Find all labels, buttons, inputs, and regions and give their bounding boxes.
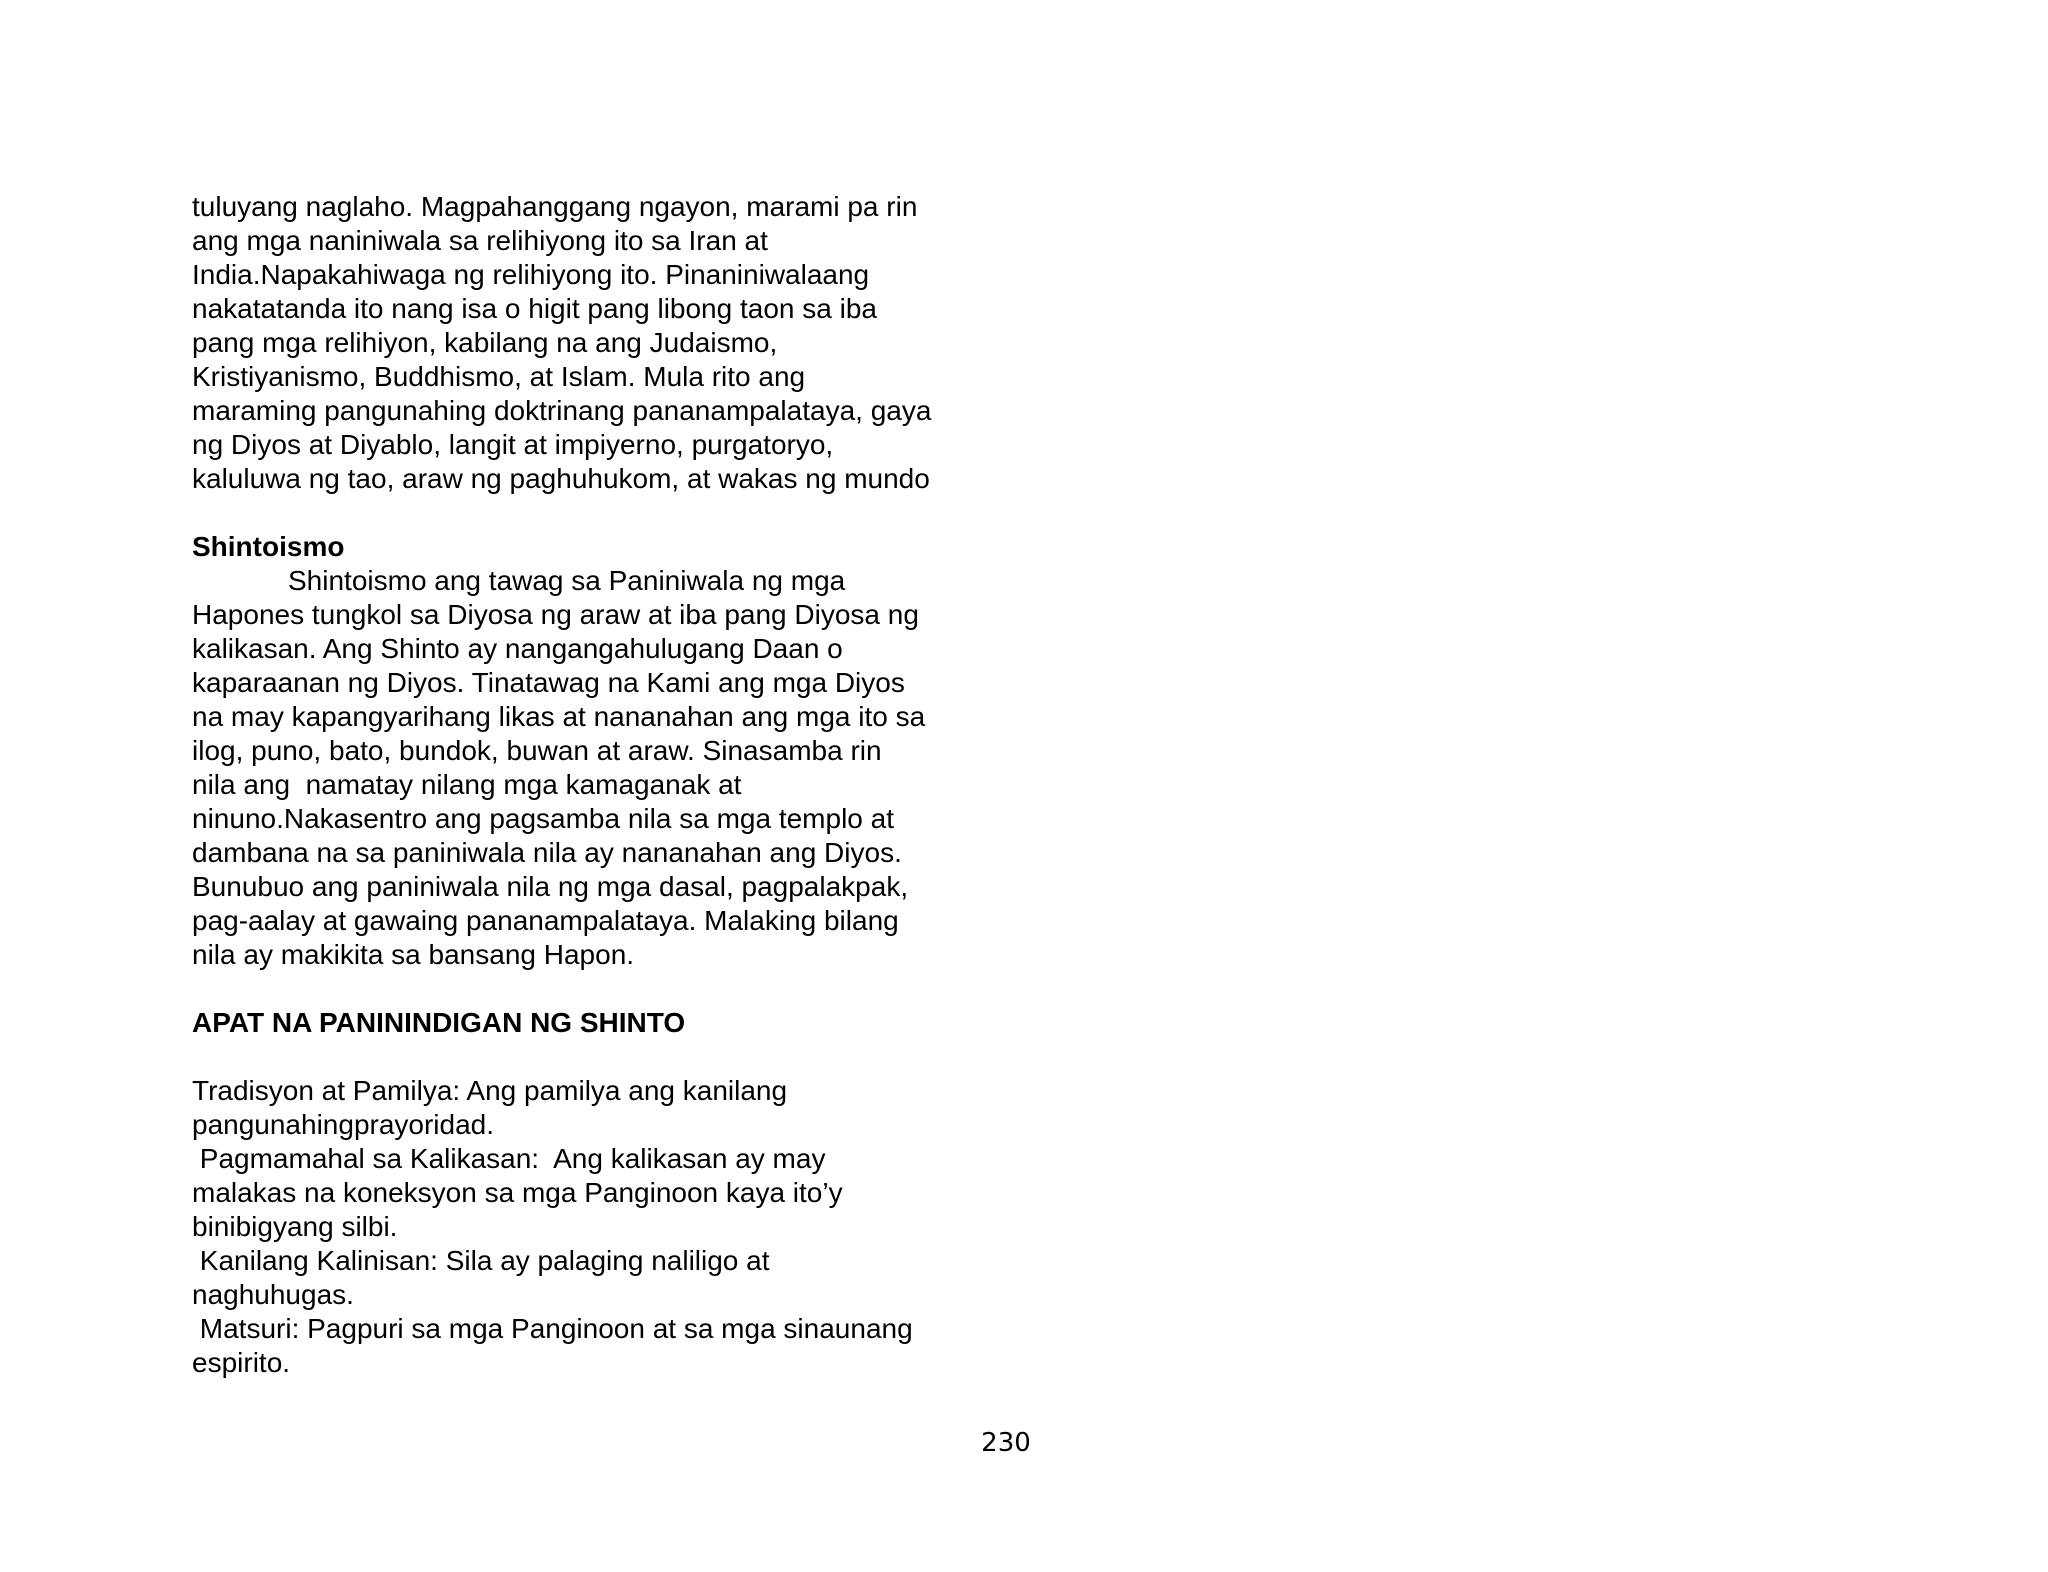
paragraph-line: ng Diyos at Diyablo, langit at impiyerno, purgatoryo, (192, 429, 834, 460)
list-line: Pagmamahal sa Kalikasan: Ang kalikasan ay may (192, 1143, 826, 1174)
paragraph-line: kaparaanan ng Diyos. Tinatawag na Kami ang mga Diyos (192, 667, 905, 698)
section-heading: Shintoismo (192, 531, 345, 562)
list-line: Kanilang Kalinisan: Sila ay palaging naliligo at (192, 1245, 770, 1276)
paragraph-line: pag-aalay at gawaing pananampalataya. Malaking bilang (192, 905, 899, 936)
page-number: 230 (981, 1428, 1031, 1458)
paragraph-line: tuluyang naglaho. Magpahanggang ngayon, marami pa rin (192, 191, 918, 222)
list-line: Matsuri: Pagpuri sa mga Panginoon at sa mga sinaunang (192, 1313, 913, 1344)
paragraph-line: pang mga relihiyon, kabilang na ang Judaismo, (192, 327, 778, 358)
shintoismo-section (192, 530, 1052, 972)
list-line: espirito. (192, 1347, 291, 1378)
section-heading: APAT NA PANININDIGAN NG SHINTO (192, 1007, 686, 1038)
spacer (192, 496, 1052, 530)
list-line: Tradisyon at Pamilya: Ang pamilya ang kanilang (192, 1075, 788, 1106)
apat-na-paninindigan-section (192, 1006, 1052, 1380)
paragraph-line: nakatatanda ito nang isa o higit pang libong taon sa iba (192, 293, 877, 324)
page-body (192, 190, 1052, 1380)
paragraph-line: dambana na sa paniniwala nila ay nananahan ang Diyos. (192, 837, 902, 868)
list-line: pangunahingprayoridad. (192, 1109, 495, 1140)
paragraph-line: nila ay makikita sa bansang Hapon. (192, 939, 635, 970)
paragraph-line: na may kapangyarihang likas at nananahan ang mga ito sa (192, 701, 926, 732)
paragraph-line: nila ang namatay nilang mga kamaganak at (192, 769, 742, 800)
paragraph-line: ilog, puno, bato, bundok, buwan at araw. Sinasamba rin (192, 735, 882, 766)
list-line: malakas na koneksyon sa mga Panginoon kaya ito’y (192, 1177, 843, 1208)
paragraph-line: kalikasan. Ang Shinto ay nangangahulugang Daan o (192, 633, 843, 664)
paragraph-line: maraming pangunahing doktrinang pananampalataya, gaya (192, 395, 932, 426)
paragraph-line: kaluluwa ng tao, araw ng paghuhukom, at wakas ng mundo (192, 463, 930, 494)
zoroastrianism-paragraph (192, 190, 1052, 496)
paragraph-line: ninuno.Nakasentro ang pagsamba nila sa mga templo at (192, 803, 894, 834)
list-line: naghuhugas. (192, 1279, 354, 1310)
paragraph-line: Bunubuo ang paniniwala nila ng mga dasal, pagpalakpak, (192, 871, 909, 902)
list-line: binibigyang silbi. (192, 1211, 398, 1242)
paragraph-line: ang mga naniniwala sa relihiyong ito sa Iran at (192, 225, 768, 256)
paragraph-line: Kristiyanismo, Buddhismo, at Islam. Mula rito ang (192, 361, 806, 392)
spacer (192, 1040, 1052, 1074)
paragraph-first-line: Shintoismo ang tawag sa Paniniwala ng mga (288, 565, 846, 596)
paragraph-line: India.Napakahiwaga ng relihiyong ito. Pinaniniwalaang (192, 259, 870, 290)
spacer (192, 972, 1052, 1006)
paragraph-line: Hapones tungkol sa Diyosa ng araw at iba pang Diyosa ng (192, 599, 919, 630)
